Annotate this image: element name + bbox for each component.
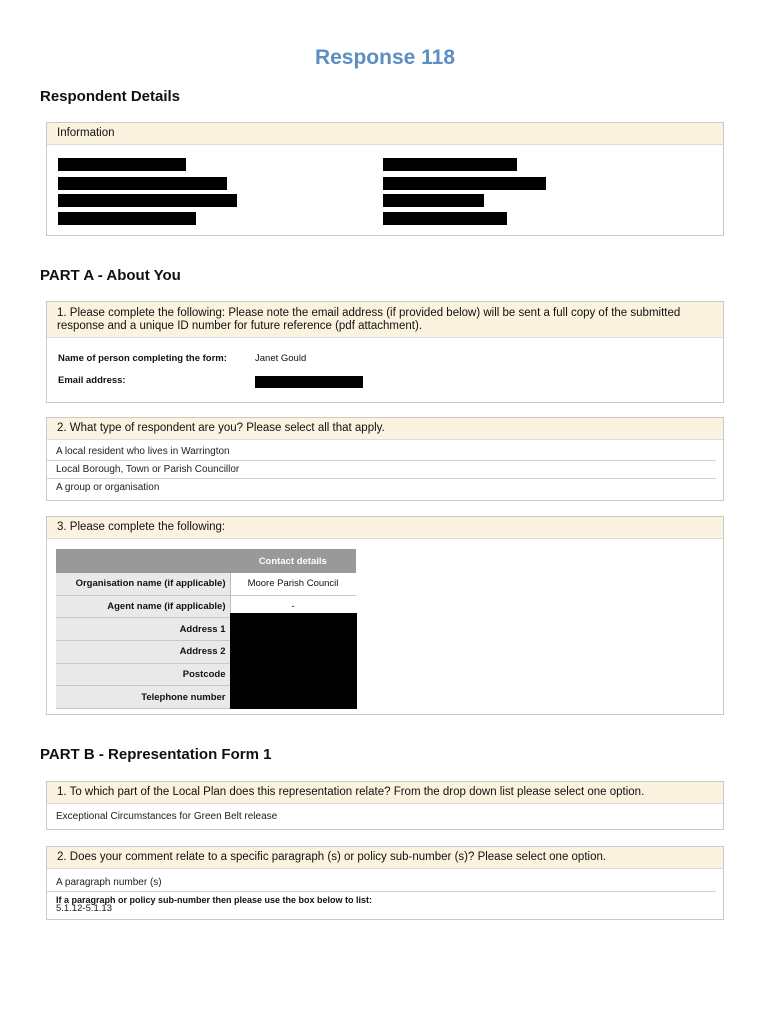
part-a-q2-question: 2. What type of respondent are you? Please select all that apply. [47, 418, 723, 440]
list-item: A local resident who lives in Warrington [47, 443, 716, 461]
row-label: Address 2 [56, 641, 230, 664]
redaction-block [383, 194, 484, 207]
part-b-q1-answer: Exceptional Circumstances for Green Belt release [56, 811, 278, 822]
part-b-q2-answer: A paragraph number (s) [47, 874, 716, 892]
respondent-info-box [46, 122, 724, 236]
part-b-q1-box [46, 781, 724, 830]
list-item: A group or organisation [56, 482, 160, 493]
row-label: Agent name (if applicable) [56, 595, 230, 618]
respondent-details-heading: Respondent Details [40, 88, 181, 105]
column-header: Contact details [230, 549, 356, 573]
info-box-header: Information [47, 123, 723, 145]
part-b-q2-question: 2. Does your comment relate to a specific paragraph (s) or policy sub-number (s)? Please select one option. [47, 847, 723, 869]
row-label: Telephone number [56, 686, 230, 709]
redaction-block [383, 158, 517, 171]
redaction-block [58, 194, 237, 207]
email-redaction [255, 376, 363, 388]
paragraph-list-value: 5.1.12-5.1.13 [56, 903, 112, 914]
page-title: Response 118 [314, 46, 456, 69]
row-label: Organisation name (if applicable) [56, 573, 230, 595]
redaction-block [383, 212, 507, 225]
row-value: - [230, 595, 356, 618]
email-label: Email address: [58, 375, 126, 386]
list-item: Local Borough, Town or Parish Councillor [47, 461, 716, 479]
part-a-q3-question: 3. Please complete the following: [47, 517, 723, 539]
row-value: Moore Parish Council [230, 573, 356, 595]
part-b-q2-box [46, 846, 724, 920]
part-a-q1-question: 1. Please complete the following: Please note the email address (if provided below) will be sent a full copy of the submitted response and a unique ID number for future reference (pdf attachment). [47, 302, 723, 338]
part-a-q2-box [46, 417, 724, 501]
address-redaction [230, 613, 357, 709]
part-a-q1-box [46, 301, 724, 403]
redaction-block [58, 212, 196, 225]
part-a-q3-box [46, 516, 724, 715]
row-label: Postcode [56, 663, 230, 686]
redaction-block [383, 177, 546, 190]
part-b-q1-question: 1. To which part of the Local Plan does this representation relate? From the drop down list please select one option. [47, 782, 723, 804]
part-a-heading: PART A - About You [40, 267, 181, 284]
part-b-heading: PART B - Representation Form 1 [40, 746, 272, 763]
redaction-block [58, 158, 186, 171]
name-value: Janet Gould [255, 353, 307, 364]
redaction-block [58, 177, 227, 190]
table-row [56, 573, 356, 595]
instruction-text: If a paragraph or policy sub-number then please use the box below to list: [56, 895, 373, 905]
row-label: Address 1 [56, 618, 230, 641]
name-label: Name of person completing the form: [58, 353, 227, 364]
